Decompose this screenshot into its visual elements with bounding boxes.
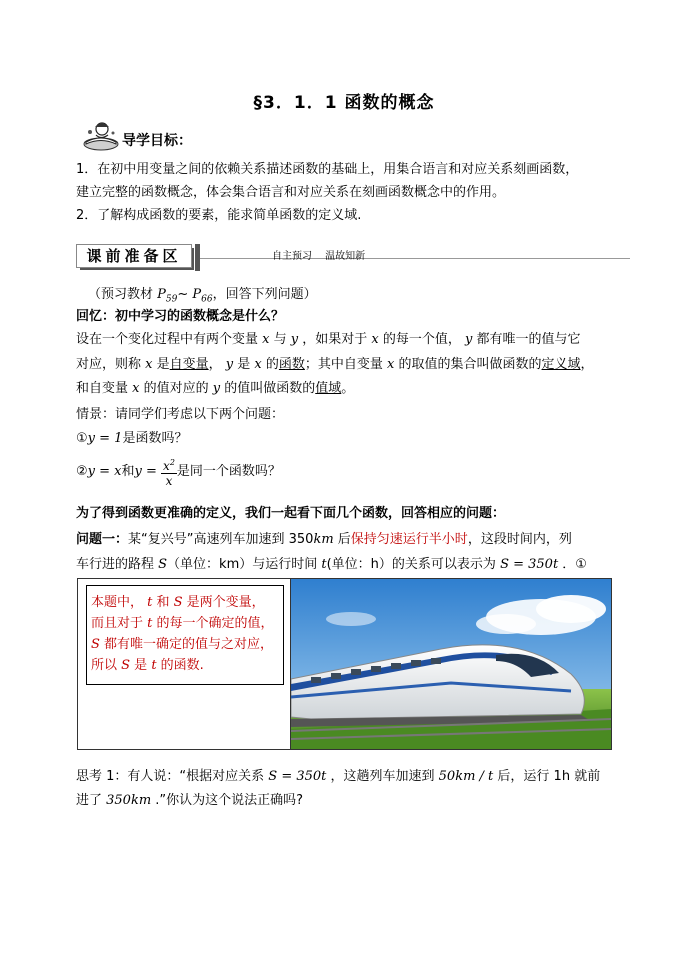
recall-heading: 回忆：初中学习的函数概念是什么？ (76, 309, 285, 324)
train-illustration (291, 579, 611, 749)
question-2: ②y = x和y = $\frac{x^2}{x}$ 是同一个函数吗？ (76, 457, 281, 488)
scenario-intro: 情景：请同学们考虑以下两个问题： (76, 407, 285, 422)
preview-note: （预习教材 $P_{59}\sim$ $P_{66}$，回答下列问题） (88, 287, 317, 305)
section-subtitle: 自主预习 温故知新 (272, 251, 366, 262)
goal-line-1: 1．在初中用变量之间的依赖关系描述函数的基础上，用集合语言和对应关系刻画函数， (76, 162, 579, 177)
think-1-line-2: 进了 350km .”你认为这个说法正确吗? (76, 793, 304, 808)
page-title: §3．1．1 函数的概念 (253, 93, 435, 113)
fraction-x2-over-x: $\frac{x^2}{x}$ (163, 457, 175, 488)
question-1: ①y = 1是函数吗？ (76, 431, 188, 446)
high-speed-train-photo (291, 579, 611, 749)
reading-student-icon (82, 120, 120, 152)
problem-1-line-1: 问题一：某“复兴号”高速列车加速到 350km 后保持匀速运行半小时，这段时间内，列 (76, 532, 572, 547)
goals-label: 导学目标： (122, 133, 192, 149)
think-1-line-1: 思考 1：有人说：“根据对应关系 S = 350t ，这趟列车加速到 50km / t 后，运行 1h 就前 (76, 769, 601, 784)
section-rule (200, 258, 630, 259)
recall-line-2: 对应，则称 x 是自变量， y 是 x 的函数；其中自变量 x 的取值的集合叫做函数的定义域， (76, 357, 594, 372)
recall-line-3: 和自变量 x 的值对应的 y 的值叫做函数的值域。 (76, 381, 355, 396)
goal-line-3: 2．了解构成函数的要素，能求简单函数的定义域. (76, 208, 362, 223)
explanation-note: 本题中， t 和 S 是两个变量， 而且对于 t 的每一个确定的值， S 都有唯一确定的值与之对应， 所以 S 是 t 的函数. (86, 585, 284, 685)
illustration-box (77, 578, 612, 750)
recall-line-1: 设在一个变化过程中有两个变量 x 与 y ，如果对于 x 的每一个值， y 都有唯一的值与它 (76, 332, 581, 347)
section-bar (76, 244, 632, 268)
lead-sentence: 为了得到函数更准确的定义，我们一起看下面几个函数，回答相应的问题： (76, 506, 506, 521)
problem-1-line-2: 车行进的路程 S（单位：km）与运行时间 t(单位：h）的关系可以表示为 S = 350t ．① (76, 557, 587, 572)
goal-line-2: 建立完整的函数概念，体会集合语言和对应关系在刻画函数概念中的作用。 (76, 185, 506, 200)
section-tag: 课前准备区 (76, 244, 192, 268)
